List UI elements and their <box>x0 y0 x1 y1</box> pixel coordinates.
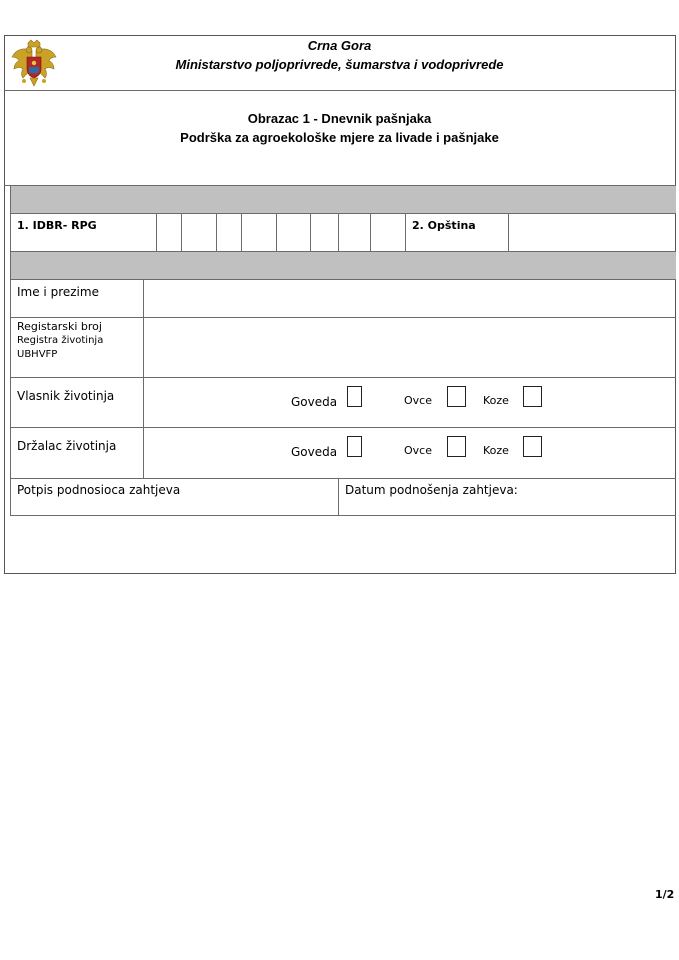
idbr-label: 1. IDBR- RPG <box>17 219 97 232</box>
holder-cattle-label: Goveda <box>291 445 338 459</box>
idbr-input[interactable] <box>157 214 405 251</box>
page-number: 1/2 <box>655 888 675 901</box>
divider <box>10 515 676 516</box>
owner-cattle-checkbox[interactable] <box>347 386 362 407</box>
municipality-input[interactable] <box>509 214 676 251</box>
holder-goats-label: Koze <box>483 444 509 457</box>
name-input[interactable] <box>144 280 676 317</box>
holder-sheep-checkbox[interactable] <box>447 436 466 457</box>
date-label: Datum podnošenja zahtjeva: <box>345 483 518 497</box>
name-label: Ime i prezime <box>17 285 99 299</box>
section-band <box>11 186 676 213</box>
municipality-label: 2. Opština <box>412 219 476 232</box>
signature-label: Potpis podnosioca zahtjeva <box>17 483 181 497</box>
divider <box>10 185 11 515</box>
owner-goats-label: Koze <box>483 394 509 407</box>
holder-goats-checkbox[interactable] <box>523 436 542 457</box>
registration-label-line3: UBHVFP <box>17 349 58 360</box>
divider <box>4 90 676 91</box>
owner-label: Vlasnik životinja <box>17 389 115 403</box>
form-subtitle: Podrška za agroekološke mjere za livade i pašnjake <box>180 130 499 145</box>
registration-label-line2: Registra životinja <box>17 335 104 346</box>
owner-sheep-label: Ovce <box>404 394 432 407</box>
registration-label-line1: Registarski broj <box>17 320 102 333</box>
country-name: Crna Gora <box>307 38 372 53</box>
ministry-name: Ministarstvo poljoprivrede, šumarstva i vodoprivrede <box>175 57 504 72</box>
holder-sheep-label: Ovce <box>404 444 432 457</box>
divider <box>10 478 676 479</box>
signature-field[interactable] <box>11 497 338 515</box>
owner-sheep-checkbox[interactable] <box>447 386 466 407</box>
registration-input[interactable] <box>144 318 676 377</box>
divider <box>10 427 676 428</box>
owner-goats-checkbox[interactable] <box>523 386 542 407</box>
holder-cattle-checkbox[interactable] <box>347 436 362 457</box>
date-field[interactable] <box>339 497 676 515</box>
section-band <box>11 252 676 279</box>
divider <box>10 377 676 378</box>
form-title: Obrazac 1 - Dnevnik pašnjaka <box>247 111 432 126</box>
holder-label: Držalac životinja <box>17 439 117 453</box>
owner-cattle-label: Goveda <box>291 395 338 409</box>
